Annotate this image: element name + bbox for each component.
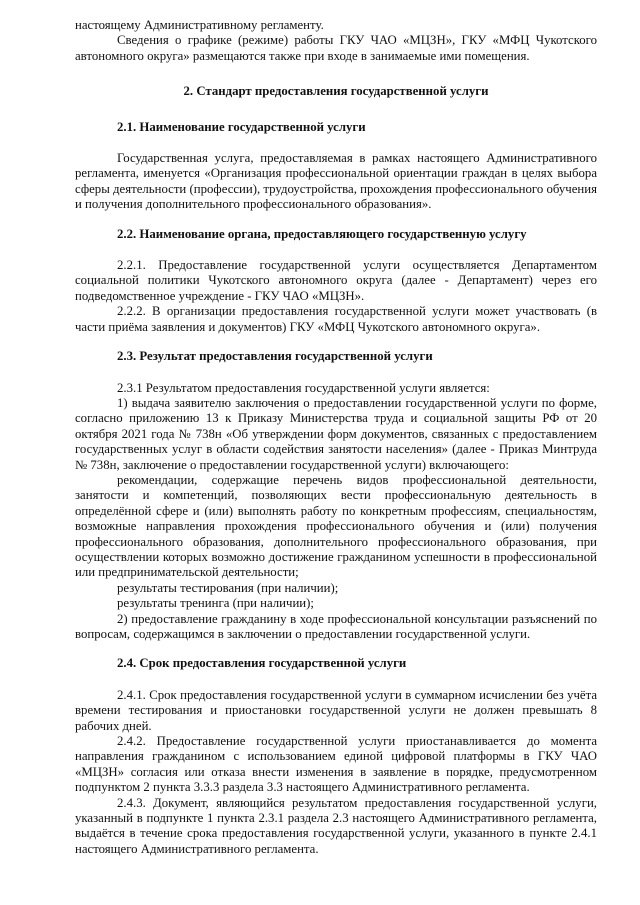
section-2-2-title: 2.2. Наименование органа, предоставляющего государственную услугу — [117, 226, 527, 241]
section-2-4-3-paragraph: 2.4.3. Документ, являющийся результатом предоставления государственной услуги, указанный в подпункте 1 пункта 2.3.1 раздела 2.3 настоящего Административного регламента, выдаётся в течение срока предоставления государственной услуги, указанного в пункте 2.4.1 настоящего Административного регламента. — [75, 795, 597, 856]
section-2-2-1-paragraph: 2.2.1. Предоставление государственной услуги осуществляется Департаментом социальной политики Чукотского автономного округа (далее - Департамент) через его подведомственное учреждение - ГКУ ЧАО «МЦЗН». — [75, 258, 597, 303]
section-2-3-testing-results: результаты тестирования (при наличии); — [117, 580, 339, 595]
section-2-4-2-paragraph: 2.4.2. Предоставление государственной услуги приостанавливается до момента направления гражданином с использованием единой цифровой платформы в ГКУ ЧАО «МЦЗН» согласия или отказа внести изменения в заявление в порядке, предусмотренном подпунктом 2 пункта 3.3.3 раздела 3.3 настоящего Административного регламента. — [75, 734, 597, 795]
section-2-4-title: 2.4. Срок предоставления государственной услуги — [117, 656, 407, 671]
intro-line: настоящему Административному регламенту. — [75, 18, 324, 32]
section-2-3-title: 2.3. Результат предоставления государственной услуги — [117, 349, 433, 364]
section-2-2-2-paragraph: 2.2.2. В организации предоставления государственной услуги может участвовать (в части приёма заявления и документов) ГКУ «МФЦ Чукотского автономного округа». — [75, 304, 597, 334]
section-2-1-paragraph: Государственная услуга, предоставляемая в рамках настоящего Административного регламента, именуется «Организация профессиональной ориентации граждан в целях выбора сферы деятельности (профессии), трудоустройства, прохождения профессионального обучения и получения дополнительного профессионального образования». — [75, 151, 597, 212]
section-2-title: 2. Стандарт предоставления государственной услуги — [183, 84, 489, 99]
section-2-1-title: 2.1. Наименование государственной услуги — [117, 119, 366, 134]
section-2-3-item-1: 1) выдача заявителю заключения о предоставлении государственной услуги по форме, согласно приложению 13 к Приказу Министерства труда и социальной защиты РФ от 20 октября 2021 года № 738н «Об утверждении форм документов, связанных с предоставлением государственных услуг в области содействия занятости населения» (далее - Приказ Минтруда № 738н, заключение о предоставлении государственной услуги) включающего: — [75, 395, 597, 472]
section-2-3-item-2: 2) предоставление гражданину в ходе профессиональной консультации разъяснений по вопросам, содержащимся в заключении о предоставлении государственной услуги. — [75, 611, 597, 641]
section-2-3-1-paragraph: 2.3.1 Результатом предоставления государственной услуги является: — [117, 380, 490, 395]
section-2-4-1-paragraph: 2.4.1. Срок предоставления государственной услуги в суммарном исчислении без учёта времени тестирования и приостановки государственной услуги не должен превышать 8 рабочих дней. — [75, 687, 597, 733]
section-2-3-training-results: результаты тренинга (при наличии); — [117, 596, 314, 611]
section-2-3-recommendations: рекомендации, содержащие перечень видов профессиональной деятельности, занятости и компетенций, позволяющих вести профессиональную деятельность в определённой сфере и (или) выполнять работу по конкретным профессиям, специальностям, возможные направления прохождения профессионального обучения и (или) получения профессионального образования, дополнительного профессионального образования, при осуществлении которых возможно достижение гражданином успешности в профессиональной или предпринимательской деятельности; — [75, 472, 597, 580]
intro-paragraph: Сведения о графике (режиме) работы ГКУ ЧАО «МЦЗН», ГКУ «МФЦ Чукотского автономного округа» размещаются также при входе в занимаемые ими помещения. — [75, 33, 597, 63]
